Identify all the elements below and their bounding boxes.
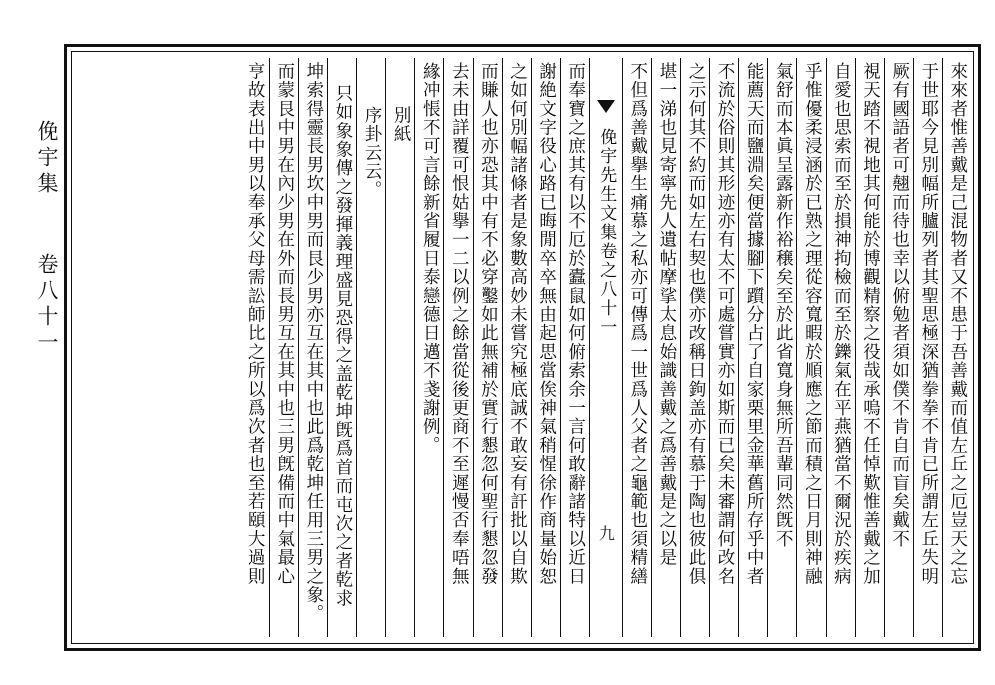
column-text: 序卦云云。 [362,106,382,200]
text-column [680,58,709,637]
text-column [884,58,913,637]
text-column [531,58,560,637]
page-border-outer [64,44,981,651]
text-column [414,58,443,637]
column-text: 視天踏不視地其何能於博觀精察之役哉承嗚不任悼歎惟善戴之加 [860,62,881,586]
margin-book-label [14,120,60,357]
column-text: 堪一涕也見寄寧先人遺帖摩挲太息始識善戴之爲善戴是之以是 [656,62,677,567]
column-text: 于世耶今見別幅所臚列者其聖思極深猶拳拳不肯已所謂左丘失明 [918,62,939,586]
text-column [269,58,298,637]
column-text: 別紙 [391,106,412,144]
text-column [826,58,855,637]
text-column [560,58,589,637]
text-column [709,58,738,637]
text-column [651,58,680,637]
page-number: 九 [596,525,616,541]
text-column [796,58,825,637]
column-text: 而奉寶之庶其有以不厄於蠹鼠如何俯索余一言何敢辭諸特以近日 [565,62,586,586]
text-columns [72,52,973,643]
text-column [855,58,884,637]
text-column [942,58,971,637]
fish-tail-icon [597,100,615,113]
text-column [913,58,942,637]
column-text: 厥有國語者可翹而待也幸以俯勉者須如僕不肯自而盲矣戴不 [889,62,910,549]
column-text: 乎惟優柔浸涵於已熟之理從容寬暇於順應之節而積之日月則神融 [802,62,823,586]
text-column [738,58,767,637]
text-column [502,58,531,637]
column-text: 能薦天而鹽淵矣便當據腳下躓分占了自家栗里金華舊所存乎中者 [744,62,765,586]
center-running-title-column [589,58,622,637]
page-border-inner [71,51,974,644]
text-column-heading [356,58,385,637]
text-column-heading [385,58,414,637]
column-text: 亨故表出中男以奉承父母需訟師比之所以爲次者也至若頤大過則 [245,62,266,586]
column-text: 自愛也思索而至於損神拘檢而至於鑠氣在平燕猶當不爾況於疾病 [831,62,852,586]
column-text: 而蒙艮中男在內少男在外而長男互在其中也三男旣備而中氣最心 [274,62,295,586]
column-text: 只如象象傳之發揮義理盛見恐得之盖乾坤旣爲首而屯次之者乾求 [332,84,353,608]
text-column [473,58,502,637]
text-column [327,58,356,637]
running-title-text: 俛宇先生文集卷之八十一 [596,128,617,337]
column-text: 不但爲善戴擧生痛慕之私亦可傳爲一世爲人父者之龜範也須精繕 [627,62,648,586]
column-text: 來來者惟善戴是己混物者又不患于吾善戴而值左丘之厄豈天之忘 [947,62,968,586]
column-text: 之示何其不約而如左右契也僕亦改稱日鉤盖亦有慕于陶也彼此俱 [685,62,706,586]
column-text: 謝絶文字役心路已晦閒卒卒無由起思當俟神氣稍惺徐作商量始恕 [536,62,557,586]
text-column [443,58,472,637]
column-text: 氣舒而本眞呈露新作裕穣矣至於此省寬身無所吾輩同然旣不 [773,62,794,549]
text-column [240,58,269,637]
column-text: 去未由詳覆可恨姑擧一二以例之餘當從後更商不至遲慢否奉唔無 [449,62,470,586]
column-text: 坤索得靈長男坎中男而艮少男亦互在其中也此爲乾坤任用三男之象。 [303,62,324,623]
margin-volume-number: 卷八十一 [35,253,59,357]
text-column [767,58,796,637]
text-column [298,58,327,637]
column-text: 而賺人也亦恐其中有不必穿鑿如此無補於實行懇忽何聖行懇忽發 [478,62,499,586]
column-text: 不流於俗則其形迹亦有太不可處嘗實亦如斯而已矣未審謂何改名 [715,62,736,586]
column-text: 之如何別幅諸條者是象數高妙未嘗究極底誠不敢妄有訐批以自欺 [507,62,528,586]
margin-book-title: 俛宇集 [35,120,59,198]
column-text: 緣冲悵不可言餘新省履日泰戀德日邁不戔謝例。 [420,62,441,455]
text-column [622,58,651,637]
